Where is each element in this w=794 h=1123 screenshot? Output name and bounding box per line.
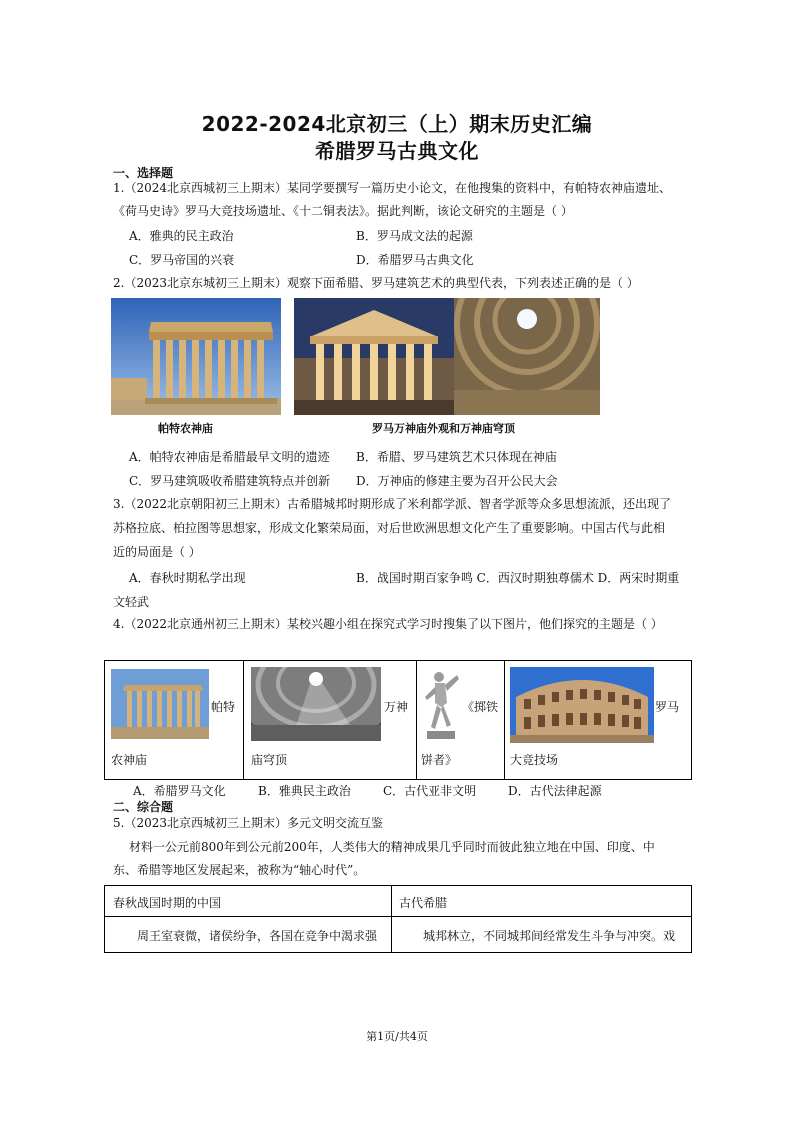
q4-colosseum-image [510,667,654,743]
q4-stem: 4.（2022北京通州初三上期末）某校兴趣小组在探究式学习时搜集了以下图片，他们探究的主题是（ ） [113,617,663,631]
page-footer: 第1页/共4页 [366,1030,428,1043]
doc-title-line2: 希腊罗马古典文化 [315,139,479,163]
q3-option-a: A．春秋时期私学出现 [129,571,246,585]
q1-option-c: C．罗马帝国的兴衰 [129,253,235,267]
q2-option-c: C．罗马建筑吸收希腊建筑特点并创新 [129,474,331,488]
q4-cell4-label-a: 罗马 [655,700,680,714]
q3-option-d-continued: 文轻武 [113,595,150,609]
q4-cell2-label-b: 庙穹顶 [251,753,288,767]
q2-stem: 2.（2023北京东城初三上期末）观察下面希腊、罗马建筑艺术的典型代表，下列表述正确的是（ ） [113,276,639,290]
q4-cell2-label-a: 万神 [384,700,409,714]
q1-option-a: A．雅典的民主政治 [129,229,234,243]
q4-option-b: B．雅典民主政治 [258,784,351,798]
q2-option-b: B．希腊、罗马建筑艺术只体现在神庙 [356,450,557,464]
q3-stem-line3: 近的局面是（ ） [113,545,201,559]
q5-material1-line2: 东、希腊等地区发展起来，被称为“轴心时代”。 [113,863,366,877]
q1-stem-line2: 《荷马史诗》罗马大竞技场遗址、《十二铜表法》。据此判断，该论文研究的主题是（ ） [113,204,573,218]
pantheon-exterior-image [294,298,454,415]
q4-cell1-label-a: 帕特 [211,700,236,714]
pantheon-dome-image [454,298,600,415]
q4-parthenon-image [111,669,209,739]
q5-table-cell-greece: 城邦林立，不同城邦间经常发生斗争与冲突。戏 [423,929,676,943]
q5-comparison-table [104,885,692,953]
q5-table-header-greece: 古代希腊 [399,896,448,910]
q4-image-table [104,660,692,780]
q4-cell1-label-b: 农神庙 [111,753,148,767]
q5-table-cell-china: 周王室衰微，诸侯纷争，各国在竞争中渴求强 [137,929,378,943]
section-choice-heading: 一、选择题 [113,166,174,180]
q4-pantheon-dome-image [251,667,381,741]
q5-material1-line1: 材料一公元前800年到公元前200年，人类伟大的精神成果几乎同时而彼此独立地在中国、印度、中 [129,840,655,854]
q1-option-b: B．罗马成文法的起源 [356,229,473,243]
q1-option-d: D．希腊罗马古典文化 [356,253,474,267]
caption-parthenon: 帕特农神庙 [158,422,213,435]
q4-cell3-label-b: 饼者》 [421,753,458,767]
q3-stem-line2: 苏格拉底、柏拉图等思想家，形成文化繁荣局面，对后世欧洲思想文化产生了重要影响。中国古代与此相 [113,521,666,535]
q3-stem-line1: 3.（2022北京朝阳初三上期末）古希腊城邦时期形成了米利都学派、智者学派等众多思想流派，还出现了 [113,497,671,511]
doc-title-line1: 2022-2024北京初三（上）期末历史汇编 [201,112,593,136]
q4-cell4-label-b: 大竞技场 [510,753,559,767]
caption-pantheon: 罗马万神庙外观和万神庙穹顶 [372,422,515,435]
q4-option-c: C．古代亚非文明 [383,784,477,798]
q4-cell3-label-a: 《掷铁 [462,700,499,714]
q4-option-d: D．古代法律起源 [508,784,602,798]
parthenon-image [111,298,281,415]
q2-option-a: A．帕特农神庙是希腊最早文明的遗迹 [129,450,330,464]
q1-stem-line1: 1.（2024北京西城初三上期末）某同学要撰写一篇历史小论文，在他搜集的资料中，有帕特农神庙遗址、 [113,181,671,195]
q5-table-header-china: 春秋战国时期的中国 [113,896,222,910]
q2-option-d: D．万神庙的修建主要为召开公民大会 [356,474,558,488]
q5-stem: 5.（2023北京西城初三上期末）多元文明交流互鉴 [113,816,383,830]
q4-option-a: A．希腊罗马文化 [133,784,226,798]
q3-options-bcd: B．战国时期百家争鸣 C．西汉时期独尊儒术 D．两宋时期重 [356,571,680,585]
section-comprehensive-heading: 二、综合题 [113,800,174,814]
q4-discobolus-image [421,667,461,743]
